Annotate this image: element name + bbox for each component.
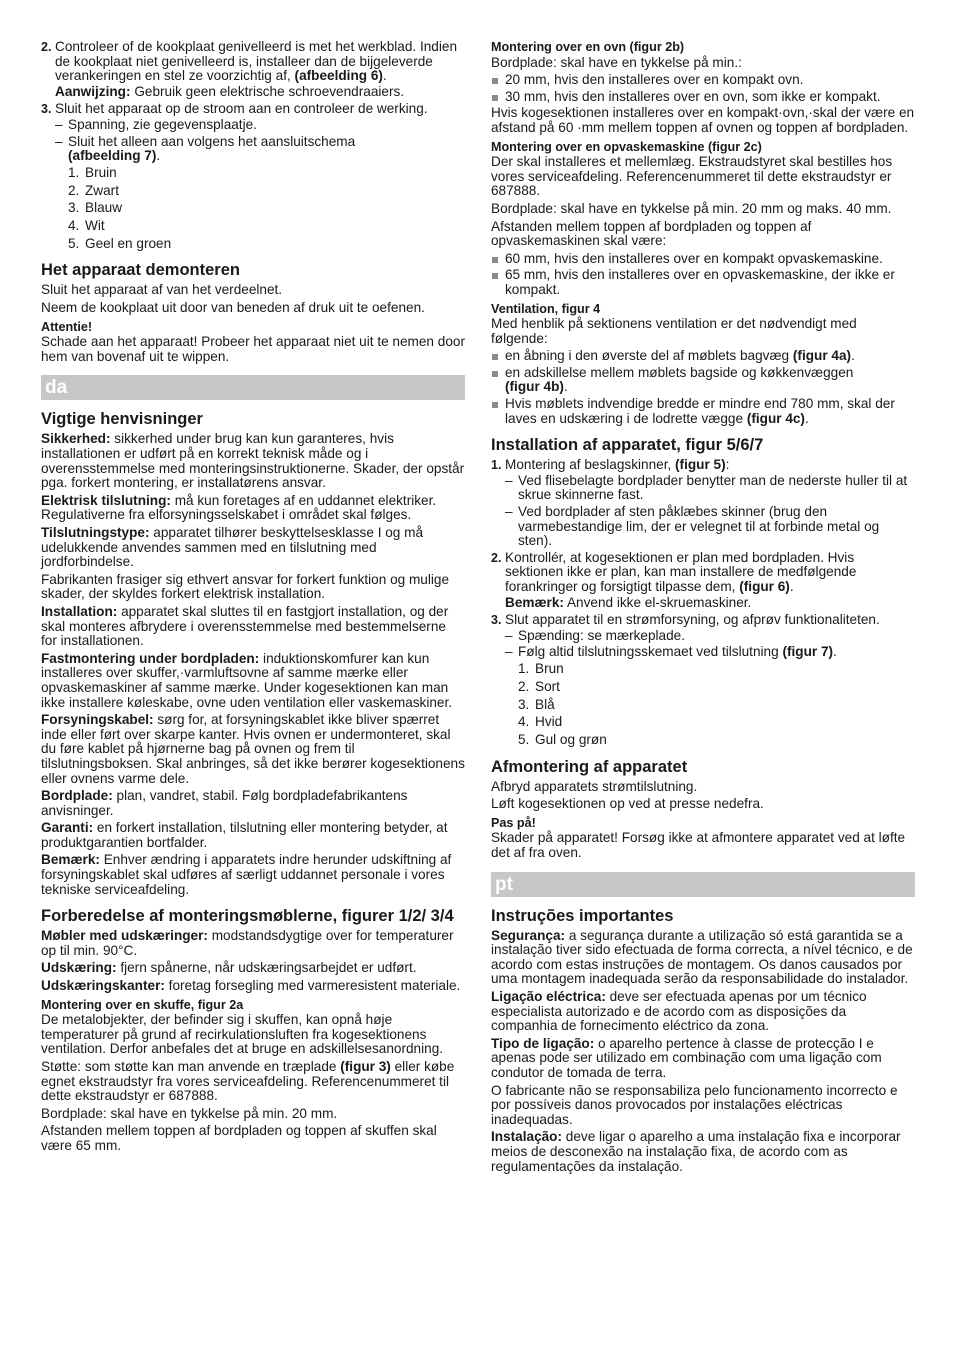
item-text: Zwart — [85, 182, 119, 198]
bullet-item: 20 mm, hvis den installeres over en kompakt ovn. — [491, 73, 915, 88]
paragraph — [41, 961, 465, 976]
step-number: 2. — [41, 40, 52, 54]
step-text: Slut apparatet til en strømforsyning, og afprøv funktionaliteten. — [505, 612, 880, 628]
figure-ref: (afbeelding 6) — [294, 68, 383, 84]
term-text: induktionskomfurer kan kun installeres over skuffer,·varmluftsovne af samme mærke eller opvaskemaskiner af samme mærke. Under kogesektionen kan man ikke installere køleskabe, ovne uden ventilation eller vaskemaskiner. — [41, 650, 453, 710]
item-text: Brun — [535, 660, 564, 676]
punct: : — [725, 457, 730, 473]
paragraph: Neem de kookplaat uit door van beneden af druk uit te oefenen. — [41, 300, 425, 316]
paragraph — [491, 990, 915, 1034]
item-number: 3. — [68, 200, 80, 216]
item-number: 3. — [518, 696, 530, 712]
subheading: Pas på! — [491, 815, 536, 830]
term-text: fjern spånerne, når udskæringsarbejdet er udført. — [120, 960, 417, 976]
nl-note — [41, 85, 465, 100]
item-number: 5. — [518, 732, 530, 748]
step-text: Sluit het apparaat op de stroom aan en controleer de werking. — [55, 101, 428, 117]
bullet-item — [491, 397, 915, 426]
step-number: 3. — [41, 102, 52, 117]
da-step-3 — [491, 613, 915, 628]
note-text: Gebruik geen elektrische schroevendraaiers. — [134, 83, 405, 99]
term-label: Garanti: — [41, 820, 94, 836]
bullet-text: Hvis møblets indvendige bredde er mindre end 780 mm, skal der laves en udskæring i de lodrette vægge — [505, 396, 895, 426]
term-text: deve ser efectuada apenas por um técnico especialista autorizado e de acordo com as disposições da companhia de fornecimento eléctrico da zona. — [491, 989, 867, 1034]
item-text: Wit — [85, 218, 105, 234]
left-column — [41, 40, 465, 1157]
paragraph: Bordplade: skal have en tykkelse på min. 20 mm og maks. 40 mm. — [491, 200, 892, 216]
dash-text: Sluit het alleen aan volgens het aansluitschema — [68, 133, 356, 149]
paragraph: Schade aan het apparaat! Probeer het apparaat niet uit te nemen door hem van bovenaf uit te wippen. — [41, 334, 465, 364]
term-label: Tilslutningstype: — [41, 525, 150, 540]
item-text: Geel en groen — [85, 235, 172, 251]
term-label: Udskæringskanter: — [41, 978, 165, 994]
bullet-item: 65 mm, hvis den installeres over en opvaskemaskine, der ikke er kompakt. — [491, 268, 915, 297]
nl-dash-item: – Spanning, zie gegevensplaatje. — [41, 118, 465, 133]
term-label: Ligação eléctrica: — [491, 989, 606, 1005]
paragraph — [41, 821, 465, 850]
figure-ref: (figur 6) — [739, 579, 790, 594]
dash-item: – Ved flisebelagte bordplader benytter man de nederste huller til at skrue skinnerne fast. — [491, 474, 915, 503]
paragraph — [41, 526, 465, 570]
subheading: Montering over en skuffe, figur 2a — [41, 997, 244, 1012]
list-item — [41, 219, 465, 234]
paragraph — [41, 853, 465, 897]
item-number: 4. — [68, 218, 80, 234]
paragraph — [41, 789, 465, 818]
list-item — [41, 237, 465, 252]
note-label: Bemærk: — [505, 594, 564, 610]
punct: . — [851, 348, 855, 364]
section-heading: Het apparaat demonteren — [41, 261, 240, 280]
subheading: Montering over en ovn (figur 2b) — [491, 40, 685, 54]
list-item — [491, 733, 915, 748]
term-text: en forkert installation, tilslutning eller montering betyder, at produktgarantien bortfalder. — [41, 820, 448, 850]
note-text: Anvend ikke el-skruemaskiner. — [566, 594, 752, 610]
nl-step-3 — [41, 102, 465, 117]
term-text: må kun foretages af en uddannet elektriker. Regulativerne fra elforsyningsselskabet i området skal følges. — [41, 492, 437, 523]
paragraph — [491, 1130, 915, 1174]
term-label: Elektrisk tilslutning: — [41, 492, 171, 508]
term-label: Instalação: — [491, 1129, 563, 1145]
figure-ref: (figur 5) — [675, 457, 726, 473]
paragraph: O fabricante não se responsabiliza pelo funcionamento incorrecto e por possíveis danos provocados por instalações eléctricas inadequadas. — [491, 1082, 898, 1127]
subheading: Montering over en opvaskemaskine (figur 2c) — [491, 139, 762, 154]
da-color-list — [491, 662, 915, 748]
subheading: Attentie! — [41, 319, 93, 334]
item-text: Blauw — [85, 200, 123, 216]
term-label: Tipo de ligação: — [491, 1035, 595, 1051]
paragraph — [491, 1037, 915, 1081]
term-label: Bemærk: — [41, 852, 100, 868]
da-note — [491, 596, 915, 611]
item-number: 1. — [68, 164, 80, 180]
term-text: deve ligar o aparelho a uma instalação fixa e incorporar meios de desconexão na instalação fixa, de acordo com as regulamentações da instalação. — [491, 1129, 901, 1174]
paragraph: Med henblik på sektionens ventilation er det nødvendigt med følgende: — [491, 316, 857, 346]
item-number: 2. — [68, 182, 80, 198]
language-bar-pt: pt — [491, 872, 915, 897]
term-text: apparatet skal sluttes til en fastgjort installation, og der skal monteres afbrydere i overensstemmelse med bestemmelserne for installationen. — [41, 603, 449, 649]
term-label: Møbler med udskæringer: — [41, 928, 208, 944]
bullet-item: 30 mm, hvis den installeres over en ovn, som ikke er kompakt. — [491, 90, 915, 105]
list-item — [41, 184, 465, 199]
section-heading: Forberedelse af monteringsmøblerne, figurer 1/2/ 3/4 — [41, 907, 454, 926]
term-label: Bordplade: — [41, 788, 113, 804]
term-text: modstandsdygtige over for temperaturer op til min. 90°C. — [41, 928, 454, 958]
list-item — [491, 680, 915, 695]
paragraph: Bordplade: skal have en tykkelse på min.: — [491, 54, 742, 70]
nl-step-2 — [41, 40, 465, 84]
list-item — [491, 662, 915, 677]
term-text: sørg for, at forsyningskablet ikke bliver spærret inde eller ført over skarpe kanter. Hvis ovnen er undermonteret, skal du føre kablet på hjørnerne bag på ovnen og frem til tilslutningsboksen. Skal anbringes, så det ikke berører kogesektionens eller ovnens varme dele. — [41, 712, 465, 786]
figure-ref: (figur 7) — [782, 644, 834, 660]
paragraph — [41, 929, 465, 958]
subheading: Ventilation, figur 4 — [491, 301, 601, 316]
term-text: plan, vandret, stabil. Følg bordpladefabrikantens anvisninger. — [41, 788, 408, 818]
paragraph: Hvis kogesektionen installeres over en kompakt·ovn,·skal der være en afstand på 60 ·mm mellem toppen af ovnen og toppen af bordpladen. — [491, 105, 915, 135]
term-text: o aparelho pertence à classe de protecção I e apenas pode ser utilizado em combinação com uma ligação com condutor de tomada de terra. — [491, 1035, 882, 1080]
punct: . — [156, 148, 161, 164]
dash-item: – Ved bordplader af sten påklæbes skinner (brug den varmebestandige lim, der er velegnet til at forbinde metal og sten). — [491, 505, 915, 549]
step-number: 1. — [491, 458, 502, 473]
paragraph: Afbryd apparatets strømtilslutning. — [491, 778, 698, 794]
term-label: Installation: — [41, 603, 118, 619]
dash-item — [491, 645, 915, 660]
bullet-item — [491, 349, 915, 364]
list-item — [41, 166, 465, 181]
item-text: Sort — [535, 678, 560, 694]
item-number: 1. — [518, 660, 530, 676]
paragraph: Løft kogesektionen op ved at presse nedefra. — [491, 796, 764, 812]
term-text: foretag forsegling med varmeresistent materiale. — [168, 978, 461, 994]
bullet-item: 60 mm, hvis den installeres over en kompakt opvaskemaskine. — [491, 252, 915, 267]
figure-ref: (figur 4a) — [792, 348, 852, 364]
paragraph: Afstanden mellem toppen af bordpladen og toppen af skuffen skal være 65 mm. — [41, 1123, 437, 1153]
punct: . — [804, 410, 809, 426]
term-text: Enhver ændring i apparatets indre herunder udskiftning af forsyningskablet skal udføres af særligt uddannet personale i vores tekniske serviceafdeling. — [41, 852, 452, 897]
paragraph — [41, 652, 465, 710]
paragraph: Skader på apparatet! Forsøg ikke at afmontere apparatet ved at løfte det af fra oven. — [491, 830, 906, 861]
bullet-text: en adskillelse mellem møblets bagside og køkkenvæggen — [505, 364, 854, 380]
para-text: eller købe egnet ekstraudstyr fra vores serviceafdeling. Referencenummeret til dette ekstraudstyr er 687888. — [41, 1059, 455, 1104]
step-text: Kontrollér, at kogesektionen er plan med bordpladen. Hvis sektionen ikke er plan, kan man installere de medfølgende forankringer og forsigtigt tilpasse dem, — [505, 549, 857, 594]
step-text: Montering af beslagskinner, — [505, 457, 672, 473]
paragraph: De metalobjekter, der befinder sig i skuffen, kan opnå høje temperaturer på grund af recirkulationsluften fra kogesektionens ventilation. Derfor anbefales det at bruge en adskillelsesanordning. — [41, 1012, 444, 1057]
punct: . — [789, 579, 794, 594]
term-text: sikkerhed under brug kan kun garanteres, hvis installationen er udført på en korrekt teknisk måde og i overensstemmelse med monteringsinstruktionerne. Skader, der opstår pga. forkert montering, er installatørens ansvar. — [41, 431, 465, 491]
figure-ref: (figur 4b) — [505, 379, 564, 395]
item-number: 4. — [518, 714, 530, 730]
list-item — [491, 698, 915, 713]
right-column — [491, 40, 915, 1177]
list-item — [41, 201, 465, 216]
paragraph: Sluit het apparaat af van het verdeelnet. — [41, 282, 283, 298]
section-heading: Installation af apparatet, figur 5/6/7 — [491, 436, 764, 455]
figure-ref: (afbeelding 7) — [68, 148, 157, 164]
section-heading: Instruções importantes — [491, 906, 674, 925]
paragraph: Bordplade: skal have en tykkelse på min. 20 mm. — [41, 1105, 338, 1121]
item-number: 2. — [518, 678, 530, 694]
section-heading: Vigtige henvisninger — [41, 410, 203, 429]
term-label: Sikkerhed: — [41, 431, 111, 447]
step-number: 3. — [491, 613, 502, 628]
step-number: 2. — [491, 550, 502, 565]
item-number: 5. — [68, 235, 80, 251]
paragraph — [41, 605, 465, 649]
paragraph — [41, 713, 465, 786]
da-step-1 — [491, 458, 915, 473]
note-label: Aanwijzing: — [55, 83, 131, 99]
term-label: Udskæring: — [41, 960, 117, 976]
step-text: Controleer of de kookplaat genivelleerd is met het werkblad. Indien de kookplaat niet genivelleerd is, installeer dan de bijgeleverde verankeringen en stel ze voorzichtig af, — [55, 39, 458, 84]
paragraph: Der skal installeres et mellemlæg. Ekstraudstyret skal bestilles hos vores serviceafdeling. Referencenummeret til dette ekstraudstyr er 687888. — [491, 154, 893, 199]
paragraph — [41, 1060, 465, 1104]
item-text: Blå — [535, 696, 555, 712]
dash-item: – Spænding: se mærkeplade. — [491, 629, 915, 644]
term-label: Segurança: — [491, 927, 566, 943]
paragraph — [491, 929, 915, 987]
figure-ref: (figur 4c) — [746, 410, 805, 426]
paragraph: Afstanden mellem toppen af bordpladen og toppen af opvaskemaskinen skal være: — [491, 218, 812, 249]
da-step-2 — [491, 551, 915, 595]
nl-color-list — [41, 166, 465, 252]
dash-text: Følg altid tilslutningsskemaet ved tilslutning — [518, 644, 779, 660]
item-text: Gul og grøn — [535, 732, 607, 748]
item-text: Bruin — [85, 164, 117, 180]
term-label: Fastmontering under bordpladen: — [41, 650, 260, 666]
list-item — [491, 715, 915, 730]
term-text: a segurança durante a utilização só está garantida se a instalação tiver sido efectuada de forma correcta, a nível técnico, e de acordo com estas instruções de montagem. Os danos causados por uma montagem inadequada serão da responsabilidade do instalador. — [491, 927, 913, 987]
punct: . — [833, 644, 837, 660]
term-text: apparatet tilhører beskyttelsesklasse I og må udelukkende anvendes sammen med en tilslutning med jordforbindelse. — [41, 525, 424, 570]
punct: . — [563, 379, 568, 395]
paragraph — [41, 979, 465, 994]
figure-ref: (figur 3) — [340, 1059, 391, 1074]
bullet-item — [491, 366, 915, 395]
section-heading: Afmontering af apparatet — [491, 757, 688, 776]
nl-dash-item — [41, 135, 465, 164]
punct: . — [382, 68, 387, 84]
item-text: Hvid — [535, 714, 563, 730]
term-label: Forsyningskabel: — [41, 712, 154, 728]
paragraph — [41, 494, 465, 523]
paragraph: Fabrikanten frasiger sig ethvert ansvar for forkert funktion og mulige skader, der skyldes forkert elektrisk installation. — [41, 571, 450, 602]
para-text: Støtte: som støtte kan man anvende en træplade — [41, 1059, 337, 1074]
paragraph — [41, 432, 465, 490]
language-bar-da: da — [41, 375, 465, 400]
bullet-text: en åbning i den øverste del af møblets bagvæg — [505, 348, 790, 364]
